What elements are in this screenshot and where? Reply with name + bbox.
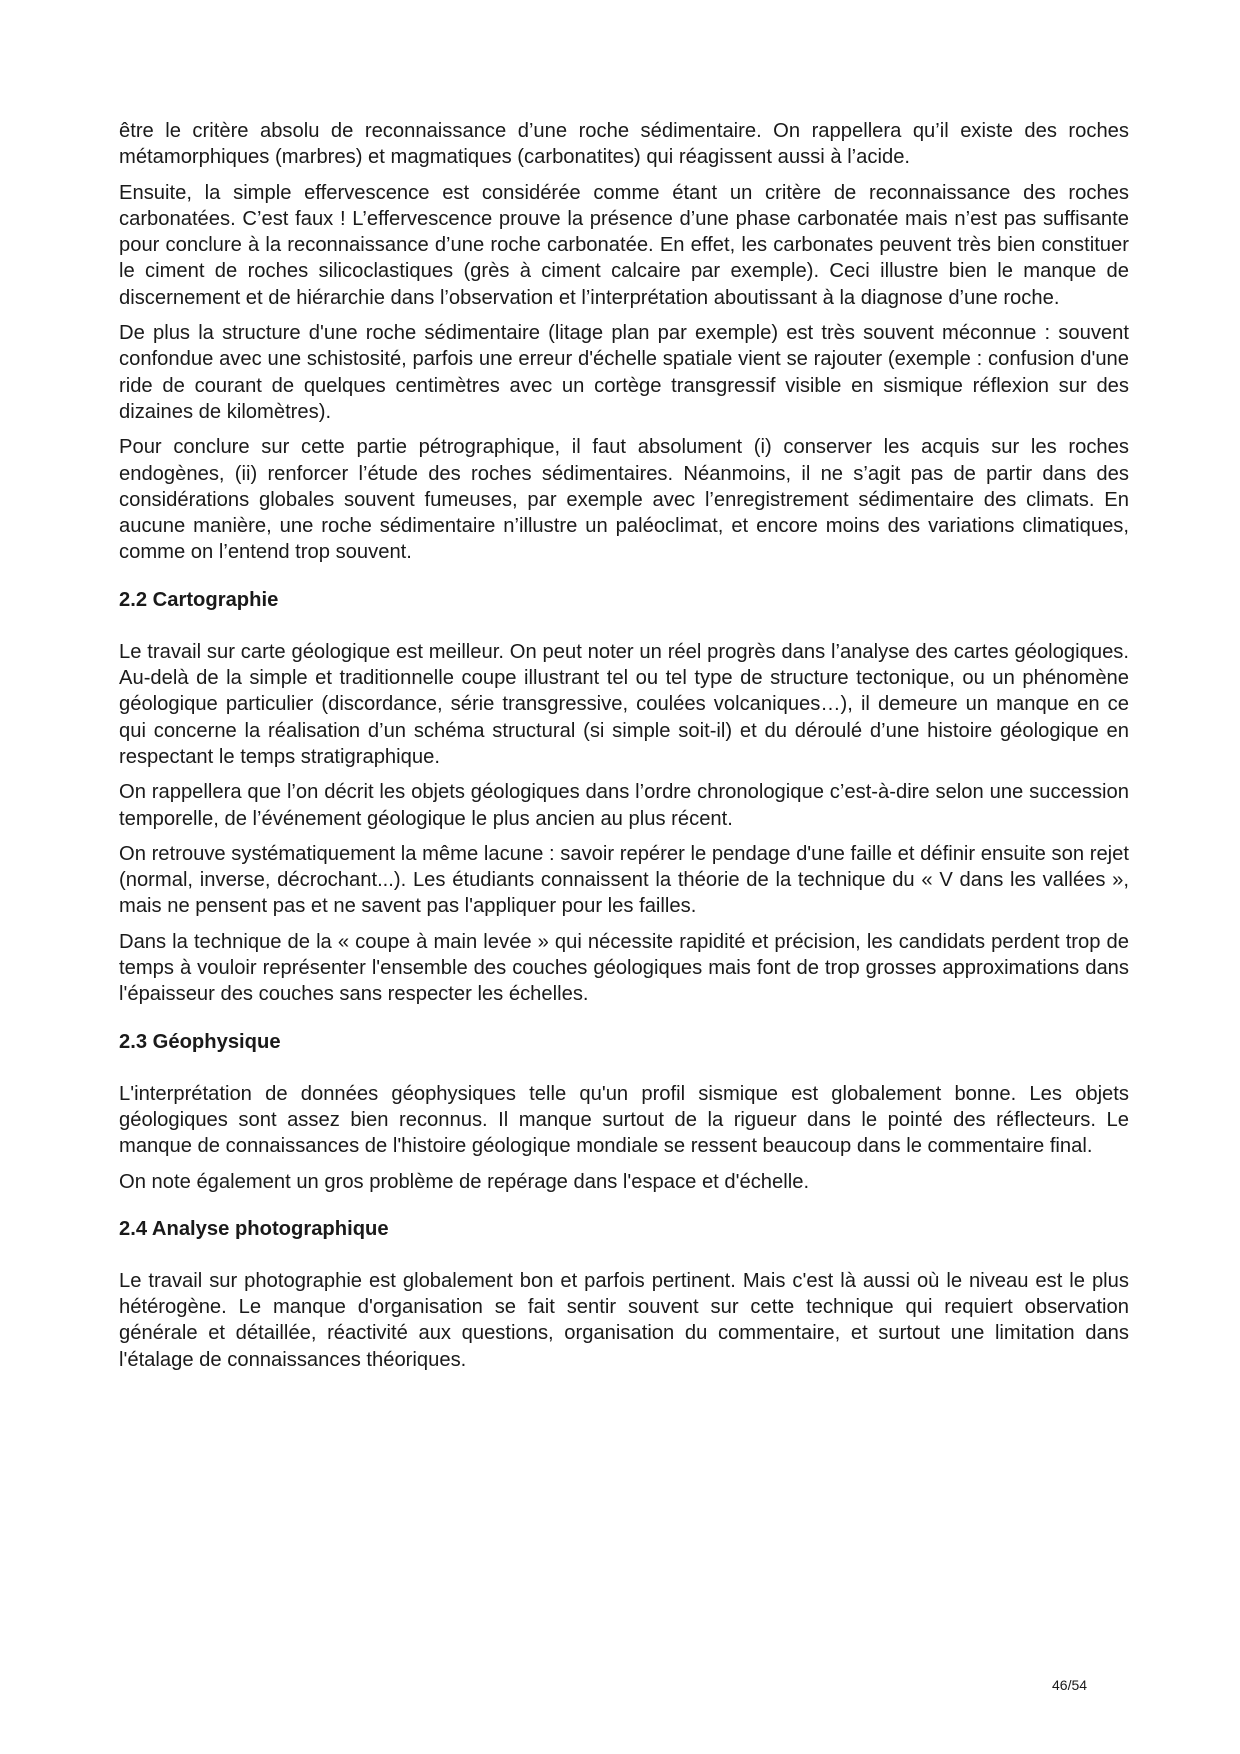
paragraph-petrography-conclusion: Pour conclure sur cette partie pétrographique, il faut absolument (i) conserver les acquis sur les roches endogènes, (ii) renforcer l’étude des roches sédimentaires. Néanmoins, il ne s’agit pas de partir dans des considérations globales souvent fumeuses, par exemple avec l’enregistrement sédimentaire des climats. En aucune manière, une roche sédimentaire n’illustre un paléoclimat, et encore moins des variations climatiques, comme on l’entend trop souvent. bbox=[119, 436, 1129, 564]
paragraph-chronological-order: On rappellera que l’on décrit les objets géologiques dans l’ordre chronologique c’est-à-dire selon une succession temporelle, de l’événement géologique le plus ancien au plus récent. bbox=[119, 781, 1129, 830]
paragraph-sedimentary-structure: De plus la structure d'une roche sédimentaire (litage plan par exemple) est très souvent méconnue : souvent confondue avec une schistosité, parfois une erreur d'échelle spatiale vient se rajouter (exemple : confusion d'une ride de courant de quelques centimètres avec un cortège transgressif visible en sismique réflexion sur des dizaines de kilomètres). bbox=[119, 322, 1129, 423]
paragraph-effervescence: Ensuite, la simple effervescence est considérée comme étant un critère de reconnaissance des roches carbonatées. C’est faux ! L’effervescence prouve la présence d’une phase carbonatée mais n’est pas suffisante pour conclure à la reconnaissance d’une roche carbonatée. En effet, les carbonates peuvent très bien constituer le ciment de roches silicoclastiques (grès à ciment calcaire par exemple). Ceci illustre bien le manque de discernement et de hiérarchie dans l’observation et l’interprétation aboutissant à la diagnose d’une roche. bbox=[119, 181, 1129, 309]
paragraph-photograph-work: Le travail sur photographie est globalement bon et parfois pertinent. Mais c'est là aussi où le niveau est le plus hétérogène. Le manque d'organisation se fait sentir souvent sur cette technique qui requiert observation générale et détaillée, réactivité aux questions, organisation du commentaire, et surtout une limitation dans l'étalage de connaissances théoriques. bbox=[119, 1269, 1129, 1371]
heading-analyse-photographique: 2.4 Analyse photographique bbox=[119, 1217, 389, 1240]
paragraph-fault-dip: On retrouve systématiquement la même lacune : savoir repérer le pendage d'une faille et définir ensuite son rejet (normal, inverse, décrochant...). Les étudiants connaissent la théorie de la technique du « V dans les vallées », mais ne pensent pas et ne savent pas l'appliquer pour les failles. bbox=[119, 842, 1129, 918]
paragraph-seismic-profile: L'interprétation de données géophysiques telle qu'un profil sismique est globalement bonne. Les objets géologiques sont assez bien reconnus. Il manque surtout de la rigueur dans le pointé des réflecteurs. Le manque de connaissances de l'histoire géologique mondiale se ressent beaucoup dans le commentaire final. bbox=[119, 1082, 1129, 1158]
paragraph-freehand-section: Dans la technique de la « coupe à main levée » qui nécessite rapidité et précision, les candidats perdent trop de temps à vouloir représenter l'ensemble des couches géologiques mais font de trop grosses approximations dans l'épaisseur des couches sans respecter les échelles. bbox=[119, 930, 1129, 1006]
paragraph-geological-map: Le travail sur carte géologique est meilleur. On peut noter un réel progrès dans l’analyse des cartes géologiques. Au-delà de la simple et traditionnelle coupe illustrant tel ou tel type de structure tectonique, ou un phénomène géologique particulier (discordance, série transgressive, coulées volcaniques…), il demeure un manque en ce qui concerne la réalisation d’un schéma structural (si simple soit-il) et du déroulé d’une histoire géologique en respectant le temps stratigraphique. bbox=[119, 640, 1129, 768]
page-content bbox=[119, 118, 1129, 1382]
page-number: 46/54 bbox=[1052, 1677, 1088, 1693]
paragraph-acid-criterion: être le critère absolu de reconnaissance d’une roche sédimentaire. On rappellera qu’il existe des roches métamorphiques (marbres) et magmatiques (carbonatites) qui réagissent aussi à l’acide. bbox=[119, 120, 1129, 169]
heading-cartographie: 2.2 Cartographie bbox=[119, 588, 279, 611]
heading-geophysique: 2.3 Géophysique bbox=[119, 1030, 281, 1053]
paragraph-spatial-scale: On note également un gros problème de repérage dans l'espace et d'échelle. bbox=[119, 1170, 810, 1193]
